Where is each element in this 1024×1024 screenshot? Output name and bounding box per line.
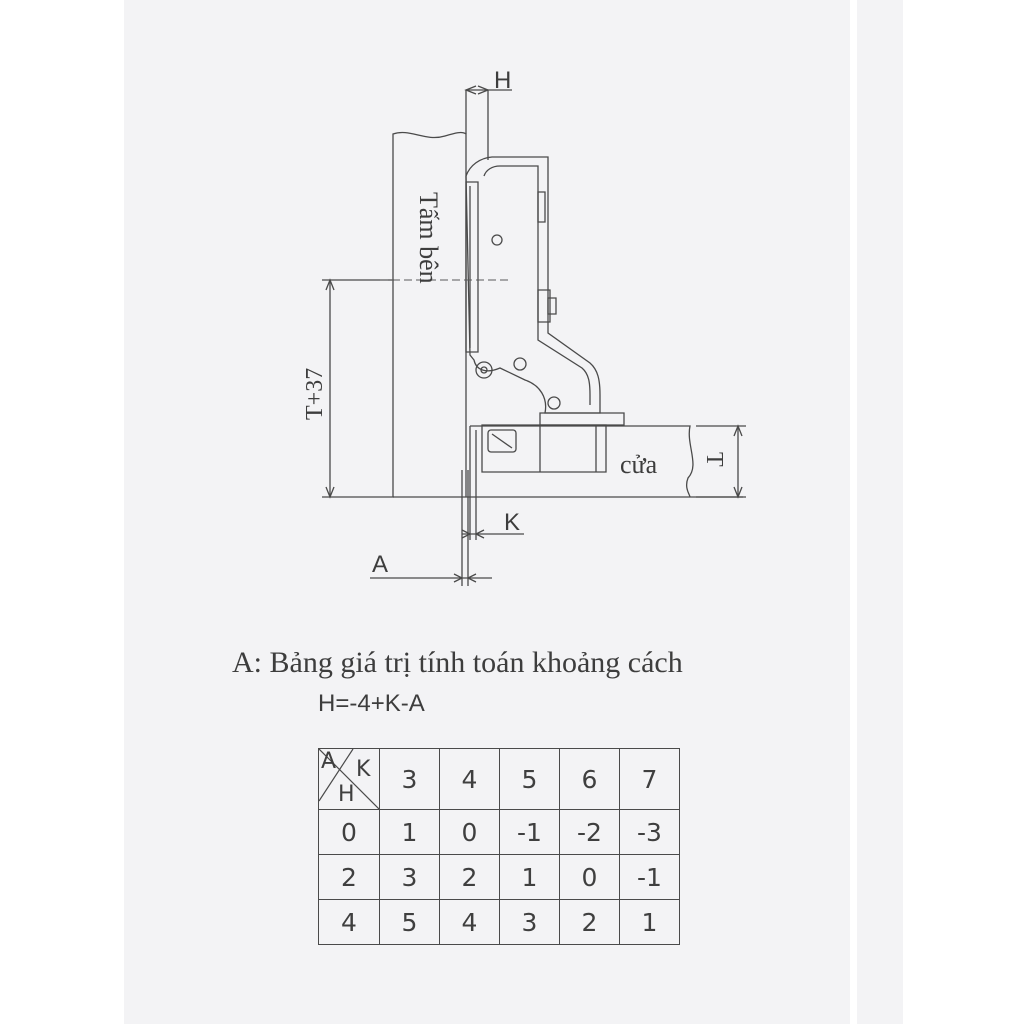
- table-cell: 3: [500, 900, 560, 945]
- label-a: A: [372, 551, 389, 578]
- table-cell: 1: [380, 810, 440, 855]
- table-cell: 0: [440, 810, 500, 855]
- table-cell: 0: [560, 855, 620, 900]
- a-dimension: [370, 470, 492, 586]
- cup-slot-line: [492, 434, 512, 448]
- hinge-clip: [538, 192, 545, 222]
- hinge-cup: [482, 425, 606, 472]
- t37-dimension: [322, 280, 394, 497]
- corner-label-a: A: [321, 749, 337, 774]
- table-cell: 4: [440, 900, 500, 945]
- table-cell: 5: [380, 900, 440, 945]
- table-cell: 1: [500, 855, 560, 900]
- table-title: A: Bảng giá trị tính toán khoảng cách: [232, 646, 683, 679]
- header-cell: 7: [620, 749, 680, 810]
- table-cell: 2: [560, 900, 620, 945]
- formula: H=-4+K-A: [318, 690, 425, 717]
- table-cell: -3: [620, 810, 680, 855]
- adjust-screw-head: [548, 298, 556, 314]
- table-row: [319, 900, 680, 945]
- pivot-dot-middle: [514, 358, 526, 370]
- header-cell: 3: [380, 749, 440, 810]
- table-cell: -2: [560, 810, 620, 855]
- door-front-edge: [470, 426, 476, 497]
- door-outline: [470, 426, 693, 497]
- header-cell: 6: [560, 749, 620, 810]
- corner-label-k: K: [356, 757, 371, 782]
- label-side-panel: Tấm bên: [414, 192, 443, 284]
- hinge-cup-wall: [540, 425, 596, 472]
- pivot-dot-upper: [492, 235, 502, 245]
- header-cell: 5: [500, 749, 560, 810]
- h-dimension: [466, 90, 512, 160]
- row-key-cell: 4: [319, 900, 380, 945]
- table-corner-cell: [319, 749, 380, 810]
- table-cell: 1: [620, 900, 680, 945]
- corner-label-h: H: [338, 782, 355, 807]
- table-cell: 2: [440, 855, 500, 900]
- label-t37: T+37: [302, 367, 328, 420]
- header-cell: 4: [440, 749, 500, 810]
- side-panel-outline: [393, 132, 466, 497]
- label-door: cửa: [620, 450, 658, 479]
- label-h: H: [494, 67, 512, 94]
- label-t: T: [701, 452, 727, 467]
- pivot-dot-lower: [548, 397, 560, 409]
- table-cell: 3: [380, 855, 440, 900]
- table-cell: -1: [500, 810, 560, 855]
- hinge-arm-inner: [484, 166, 590, 405]
- hinge-cup-flange: [540, 413, 624, 425]
- row-key-cell: 0: [319, 810, 380, 855]
- row-key-cell: 2: [319, 855, 380, 900]
- table-row: [319, 855, 680, 900]
- label-k: K: [504, 509, 521, 536]
- table-cell: -1: [620, 855, 680, 900]
- table-row: [319, 810, 680, 855]
- calculation-table: [318, 748, 680, 945]
- table-header-row: [319, 749, 680, 810]
- hinge-arm: [466, 157, 600, 413]
